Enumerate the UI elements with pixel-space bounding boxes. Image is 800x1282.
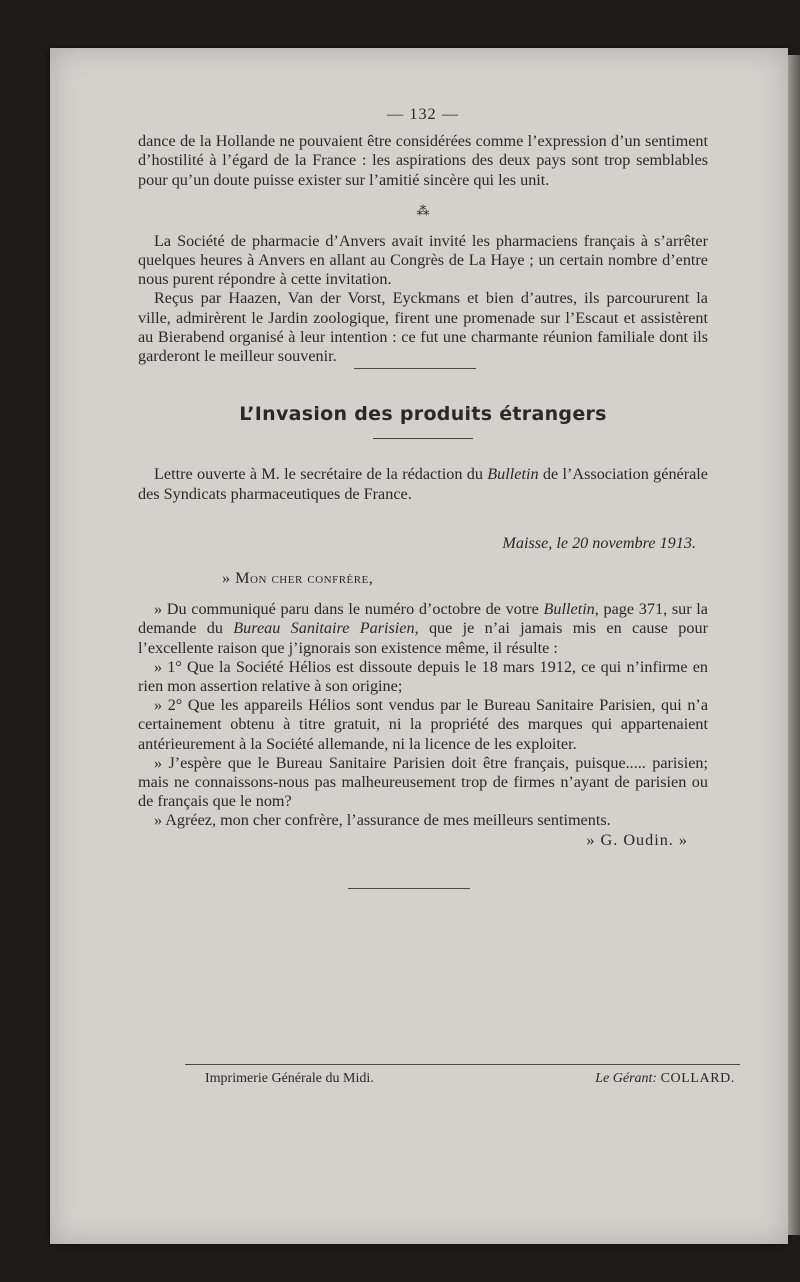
letter-salutation: » Mon cher confrère,	[222, 569, 374, 588]
letter-paragraph-3: » 2° Que les appareils Hélios sont vendus par le Bureau Sanitaire Parisien, qui n’a certainement obtenu à titre gratuit, ni la propriété des marques qui appartenaient antérieurement à la Société allemande, ni la licence de les exploiter.	[138, 696, 708, 753]
letter-intro-bulletin: Bulletin	[487, 465, 539, 484]
letter-p1-text-b: , page 371, sur la demande du	[138, 600, 708, 638]
page-footer	[205, 1071, 735, 1087]
letter-intro	[138, 465, 708, 503]
footer-manager-label: Le Gérant:	[595, 1071, 661, 1086]
letter-paragraph-4: » J’espère que le Bureau Sanitaire Parisien doit être français, puisque..... parisien; mais ne connaissons-nous pas malheureusement trop de firmes n’ayant de parisien ou de français que le nom?	[138, 753, 708, 811]
footer-manager	[595, 1071, 735, 1087]
letter-paragraph-1	[138, 600, 708, 658]
letter-p1-text-a: » Du communiqué paru dans le numéro d’octobre de votre	[154, 600, 544, 619]
title-underline	[373, 438, 473, 439]
letter-intro-text-b: de l’Association générale des Syndicats pharmaceutiques de France.	[138, 465, 708, 503]
letter-paragraph-5: » Agréez, mon cher confrère, l’assurance de mes meilleurs sentiments.	[154, 811, 611, 830]
letter-p1-bureau: Bureau Sanitaire Parisien	[233, 619, 415, 638]
letter-paragraph-2: » 1° Que la Société Hélios est dissoute depuis le 18 mars 1912, ce qui n’infirme en rien mon assertion relative à son origine;	[138, 657, 708, 696]
letter-date: Maisse, le 20 novembre 1913.	[502, 533, 696, 552]
letter-signature: » G. Oudin. »	[586, 830, 688, 849]
footer-rule	[185, 1064, 740, 1065]
letter-intro-text-a: Lettre ouverte à M. le secrétaire de la rédaction du	[154, 465, 488, 484]
letter-p1-text-c: , que je n’ai jamais mis en cause pour l’excellente raison que j’ignorais son existence même, il résulte :	[138, 619, 708, 657]
paragraph-haazen: Reçus par Haazen, Van der Vorst, Eyckmans et bien d’autres, ils parcoururent la ville, admirèrent le Jardin zoologique, firent une promenade sur l’Escaut et assistèrent au Bierabend organisé à leur intention : ce fut une charmante réunion familiale dont ils garderont le meilleur souvenir.	[138, 289, 708, 366]
page-edge	[788, 55, 800, 1235]
page-content	[138, 105, 708, 889]
end-divider	[348, 888, 470, 889]
footer-manager-name: COLLARD.	[660, 1071, 735, 1086]
paragraph-hollande: dance de la Hollande ne pouvaient être considérées comme l’expression d’un sentiment d’hostilité à l’égard de la France : les aspirations des deux pays sont trop semblables pour qu’un doute puisse exister sur l’amitié sincère qui les unit.	[138, 132, 708, 189]
paragraph-anvers: La Société de pharmacie d’Anvers avait invité les pharmaciens français à s’arrêter quelques heures à Anvers en allant au Congrès de La Haye ; un certain nombre d’entre nous purent répondre à cette invitation.	[138, 231, 708, 289]
footer-printer: Imprimerie Générale du Midi.	[205, 1071, 374, 1086]
section-divider	[354, 368, 476, 369]
letter-p1-bulletin: Bulletin	[543, 600, 595, 619]
asterism: ⁂	[416, 202, 430, 218]
page-number: — 132 —	[387, 105, 459, 123]
article-title: L’Invasion des produits étrangers	[239, 403, 607, 426]
